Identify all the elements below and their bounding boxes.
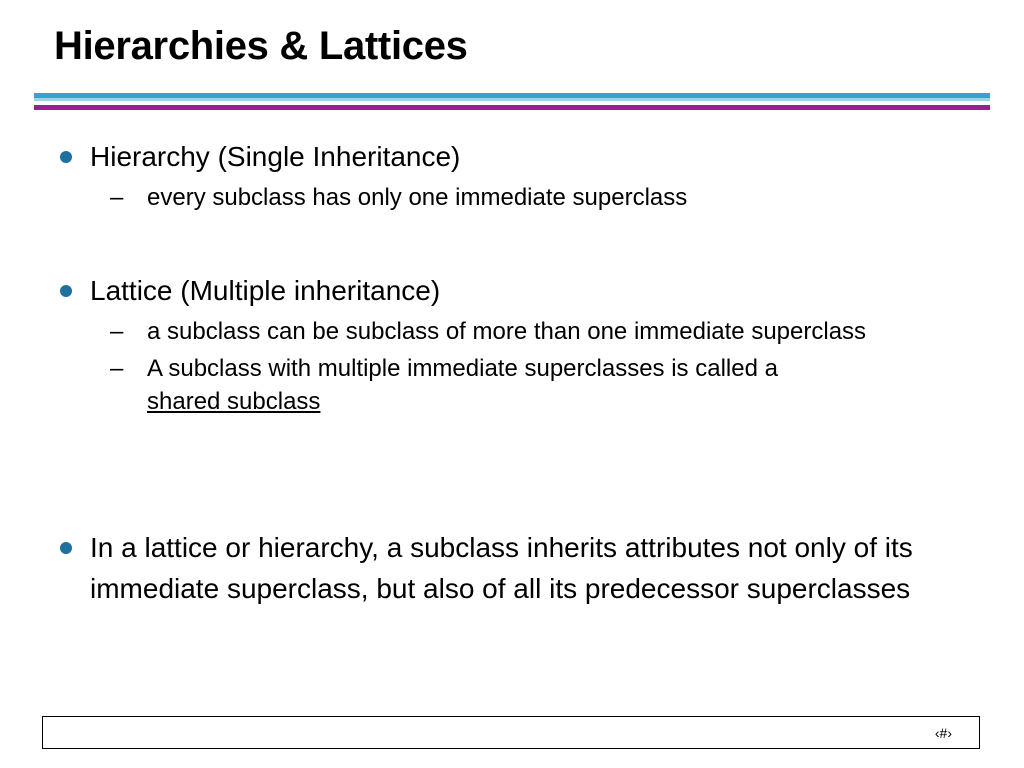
bullet-dot-icon — [60, 285, 72, 297]
bullet-text: Hierarchy (Single Inheritance) — [90, 141, 461, 172]
title-rule-light — [34, 98, 990, 101]
bullet-inheritance — [90, 527, 970, 609]
title-rule-bottom — [34, 105, 990, 110]
sub-bullet — [90, 315, 907, 348]
sub-bullet-text: every subclass has only one immediate superclass — [147, 184, 688, 211]
dash-marker: – — [110, 318, 124, 345]
bullet-lattice — [90, 270, 970, 418]
bullet-text: Lattice (Multiple inheritance) — [90, 275, 441, 306]
sub-list — [90, 315, 970, 418]
dash-marker: – — [110, 355, 124, 382]
bullet-dot-icon — [60, 542, 72, 554]
bullet-dot-icon — [60, 151, 72, 163]
bullet-hierarchy — [90, 136, 970, 214]
footer-box — [42, 716, 980, 749]
sub-bullet-text: A subclass with multiple immediate superclasses is called a — [147, 355, 778, 382]
slide-number: ‹#› — [934, 725, 952, 741]
dash-marker: – — [110, 184, 124, 211]
sub-bullet — [90, 181, 907, 214]
bullet-text: In a lattice or hierarchy, a subclass inherits attributes not only of its immediate superclass, but also of all its predecessor superclasses — [90, 532, 913, 604]
shared-subclass-term: shared subclass — [147, 388, 321, 415]
slide-title: Hierarchies & Lattices — [54, 24, 468, 68]
sub-bullet — [90, 352, 907, 418]
sub-bullet-text: a subclass can be subclass of more than one immediate superclass — [147, 318, 867, 345]
sub-list — [90, 181, 970, 214]
